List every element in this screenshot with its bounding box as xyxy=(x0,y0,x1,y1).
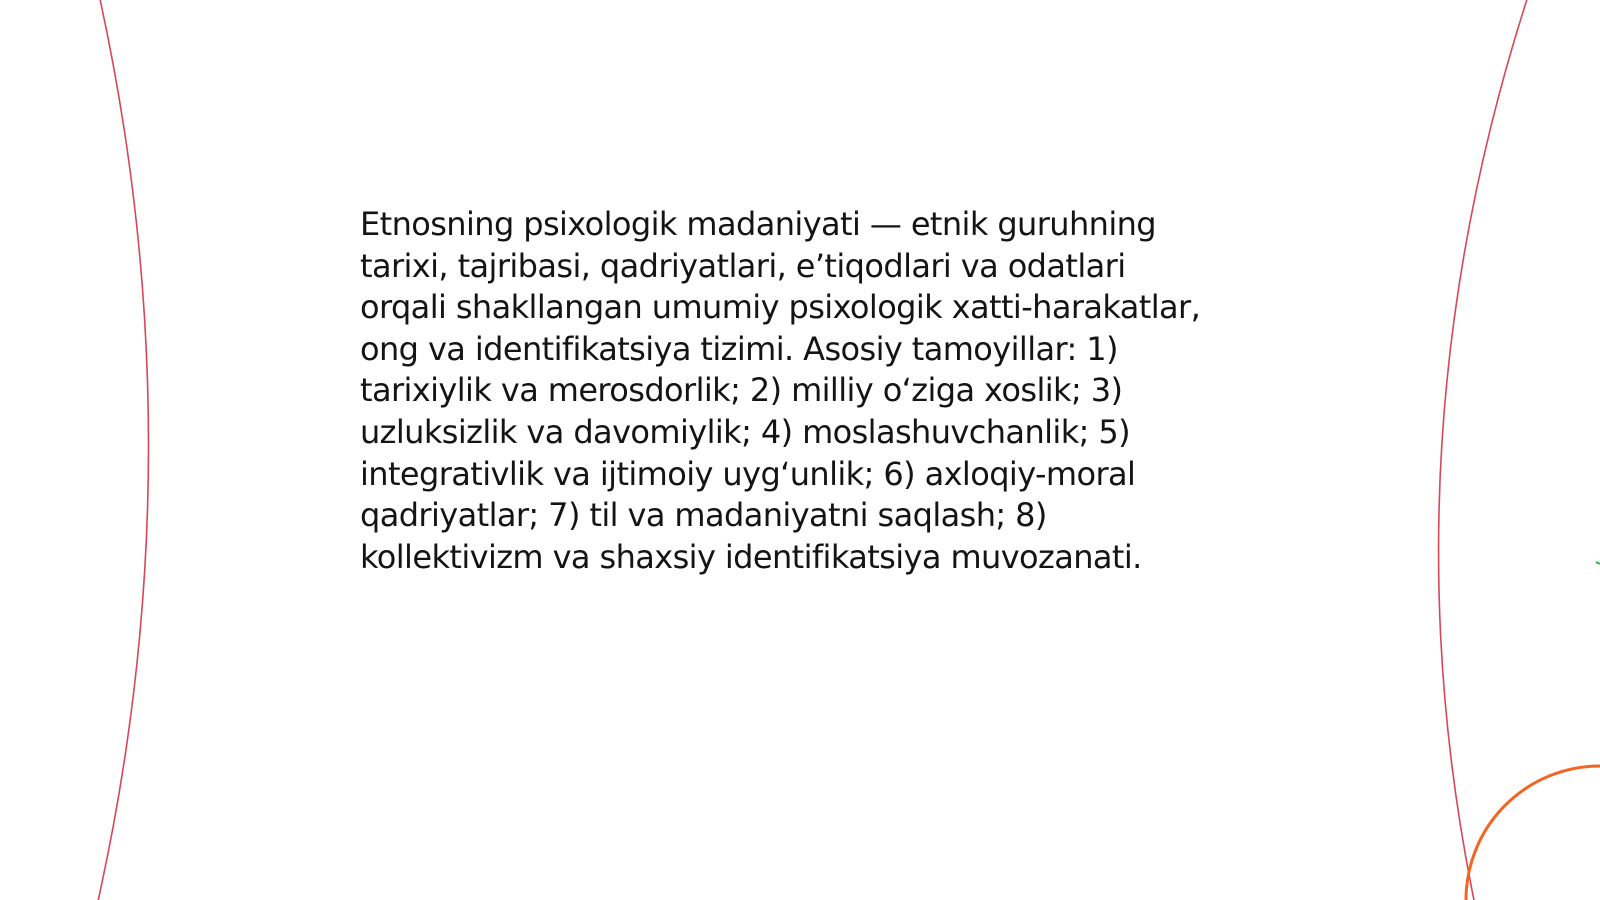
body-text-line: ong va identifikatsiya tizimi. Asosiy tamoyillar: 1) xyxy=(360,329,1118,368)
right-arc-decoration xyxy=(1439,0,1530,900)
body-text-line: uzluksizlik va davomiylik; 4) moslashuvchanlik; 5) xyxy=(360,412,1131,451)
body-text-line: tarixi, tajribasi, qadriyatlari, e’tiqodlari va odatlari xyxy=(360,246,1126,285)
body-text-line: kollektivizm va shaxsiy identifikatsiya muvozanati. xyxy=(360,537,1142,576)
green-tick-decoration xyxy=(1596,562,1600,564)
slide-body-text xyxy=(360,204,1260,578)
body-text-line: integrativlik va ijtimoiy uyg‘unlik; 6) axloqiy-moral xyxy=(360,454,1136,493)
left-arc-decoration xyxy=(96,0,149,900)
orange-circle-decoration xyxy=(1466,766,1600,900)
body-text-line: Etnosning psixologik madaniyati — etnik guruhning xyxy=(360,205,1157,243)
body-text-line: tarixiylik va merosdorlik; 2) milliy o‘ziga xoslik; 3) xyxy=(360,371,1123,410)
body-text-line: qadriyatlar; 7) til va madaniyatni saqlash; 8) xyxy=(360,496,1047,535)
body-text-line: orqali shakllangan umumiy psixologik xatti-harakatlar, xyxy=(360,288,1201,327)
